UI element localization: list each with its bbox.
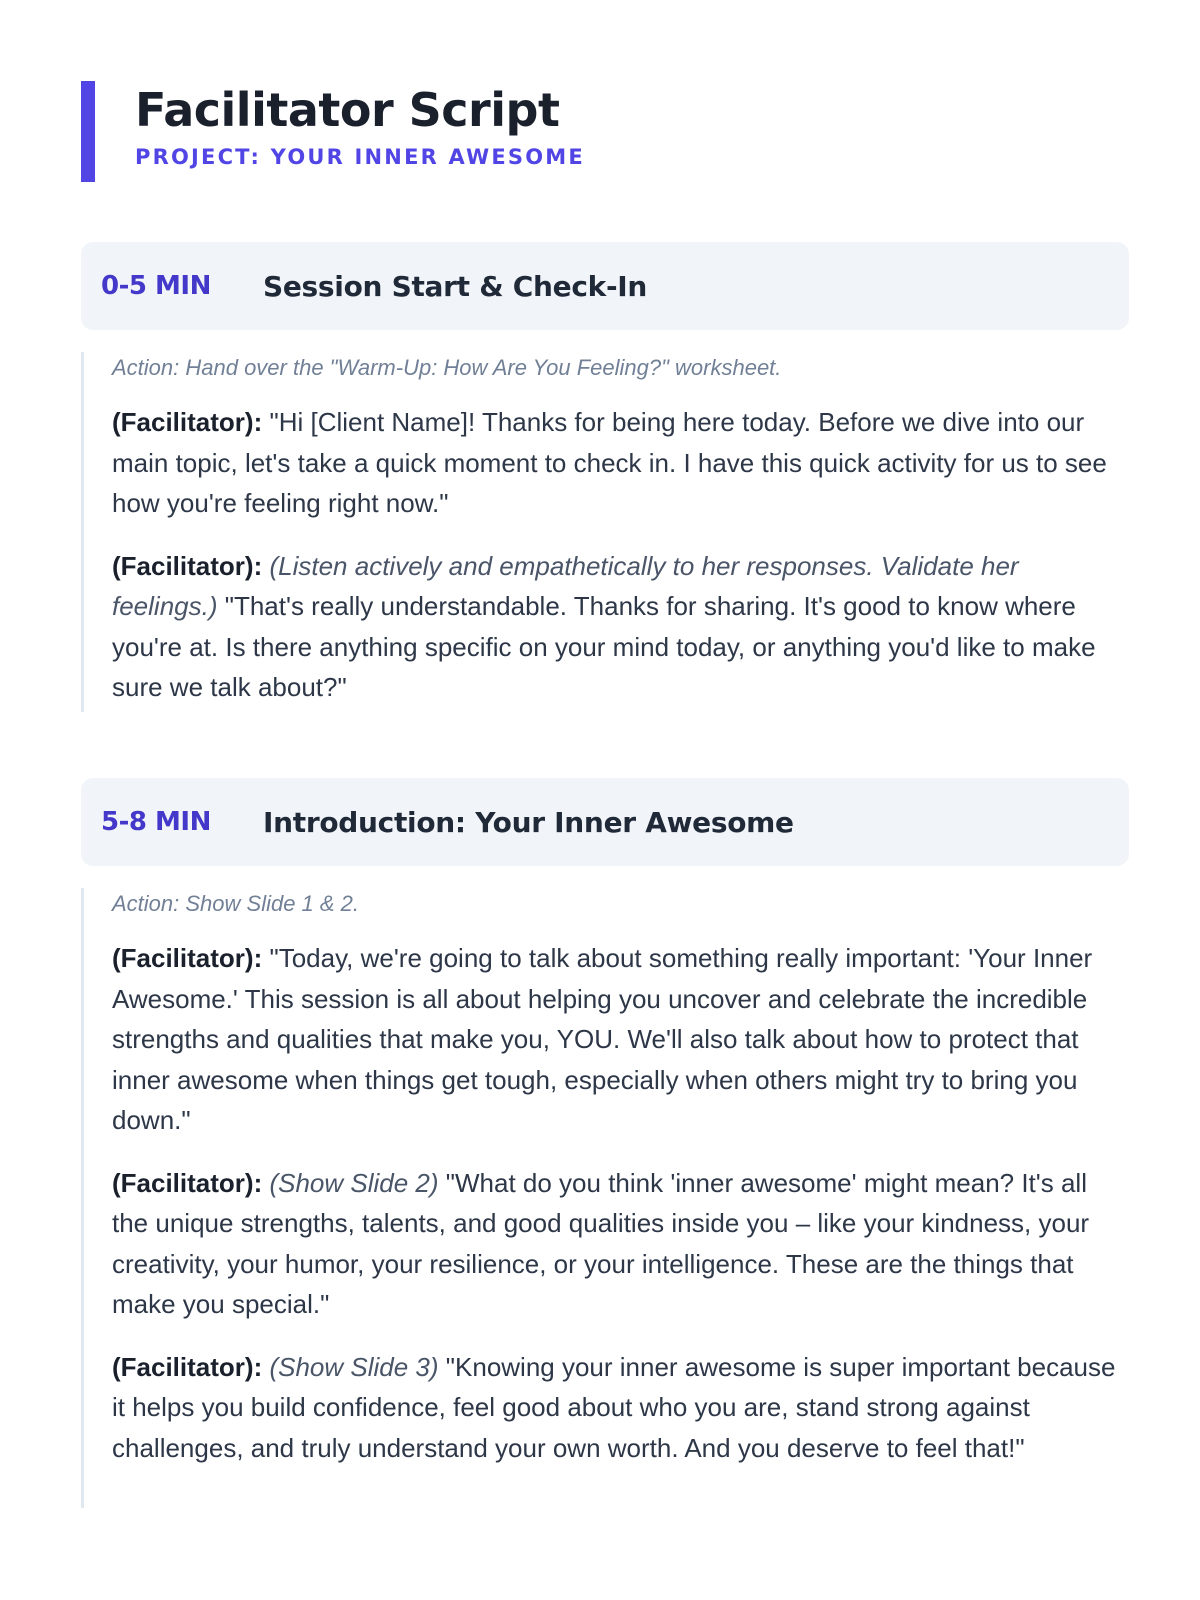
stage-direction: (Show Slide 2): [269, 1167, 439, 1198]
stage-direction: (Listen actively and empathetically to her responses. Validate her feelings.): [112, 550, 1019, 621]
script-paragraph: [112, 938, 1129, 1141]
speaker-label: (Facilitator):: [112, 407, 263, 437]
document-header: [81, 81, 585, 182]
speaker-label: (Facilitator):: [112, 943, 263, 973]
script-text: "Today, we're going to talk about something really important: 'Your Inner Awesome.' This session is all about helping you uncover and celebrate the incredible strengths and qualities that make you, YOU. We'll also talk about how to protect that inner awesome when things get tough, especially when others might try to bring you down.": [112, 943, 1093, 1135]
speaker-label: (Facilitator):: [112, 550, 263, 581]
script-paragraph: [112, 402, 1129, 524]
page-subtitle: PROJECT: YOUR INNER AWESOME: [135, 145, 585, 169]
section-body-check-in: [81, 352, 1129, 712]
section-title: Introduction: Your Inner Awesome: [263, 805, 794, 839]
section-time: 5-8 MIN: [101, 807, 211, 837]
script-text: "What do you think 'inner awesome' might mean? It's all the unique strengths, talents, and good qualities inside you – like your kindness, your creativity, your humor, your resilience, or your intelligence. These are the things that make you special.": [112, 1167, 1090, 1319]
script-paragraph: [112, 1347, 1129, 1469]
section-header-check-in: [81, 242, 1129, 330]
action-note: Action: Hand over the "Warm-Up: How Are You Feeling?" worksheet.: [112, 355, 782, 380]
action-note: Action: Show Slide 1 & 2.: [112, 891, 360, 916]
stage-direction: (Show Slide 3): [269, 1351, 439, 1382]
section-header-introduction: [81, 778, 1129, 866]
speaker-label: (Facilitator):: [112, 1351, 263, 1382]
section-body-introduction: [81, 888, 1129, 1508]
script-paragraph: [112, 546, 1129, 708]
accent-bar: [81, 81, 95, 182]
page-title: Facilitator Script: [135, 83, 560, 137]
section-title: Session Start & Check-In: [263, 269, 648, 303]
script-text: "That's really understandable. Thanks for sharing. It's good to know where you're at. Is there anything specific on your mind today, or anything you'd like to make sure we talk about?": [112, 591, 1096, 702]
section-time: 0-5 MIN: [101, 271, 211, 301]
script-paragraph: [112, 1163, 1129, 1325]
script-text: "Hi [Client Name]! Thanks for being here today. Before we dive into our main topic, let's take a quick moment to check in. I have this quick activity for us to see how you're feeling right now.": [112, 407, 1107, 518]
speaker-label: (Facilitator):: [112, 1167, 263, 1198]
script-text: "Knowing your inner awesome is super important because it helps you build confidence, feel good about who you are, stand strong against challenges, and truly understand your own worth. And you deserve to feel that!": [112, 1351, 1116, 1463]
